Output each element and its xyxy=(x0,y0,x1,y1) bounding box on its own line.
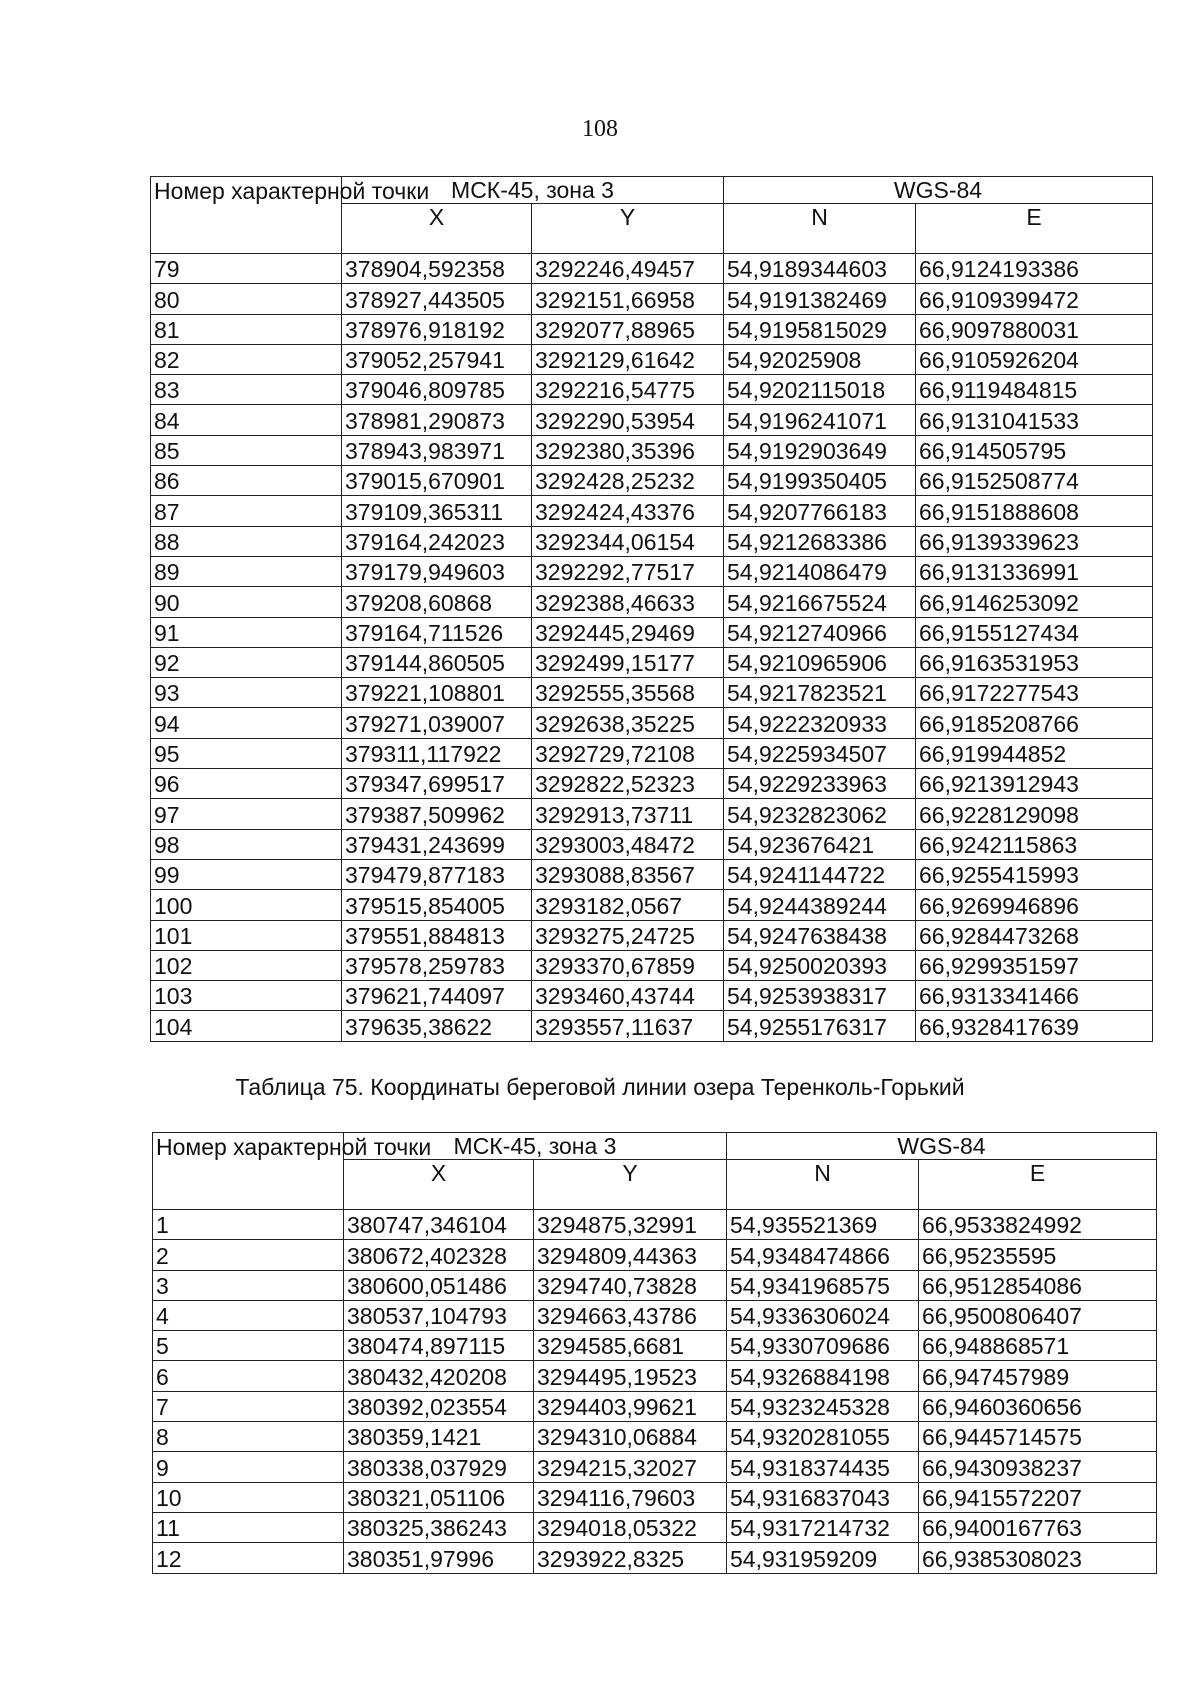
x-cell: 378943,983971 xyxy=(342,435,532,465)
x-cell: 379046,809785 xyxy=(342,375,532,405)
header-point-number: Номер характерной точки xyxy=(153,1133,344,1210)
n-cell: 54,9216675524 xyxy=(724,587,916,617)
table2-body xyxy=(153,1210,1157,1574)
e-cell: 66,9284473268 xyxy=(916,920,1153,950)
e-cell: 66,9512854086 xyxy=(919,1270,1157,1300)
y-cell: 3292290,53954 xyxy=(532,405,724,435)
y-cell: 3292822,52323 xyxy=(532,769,724,799)
y-cell: 3292388,46633 xyxy=(532,587,724,617)
n-cell: 54,9202115018 xyxy=(724,375,916,405)
n-cell: 54,935521369 xyxy=(727,1210,919,1240)
e-cell: 66,9155127434 xyxy=(916,617,1153,647)
x-cell: 379208,60868 xyxy=(342,587,532,617)
e-cell: 66,9097880031 xyxy=(916,314,1153,344)
y-cell: 3293088,83567 xyxy=(532,859,724,889)
point-number-cell: 1 xyxy=(153,1210,344,1240)
table-row xyxy=(153,1240,1157,1270)
table-row xyxy=(151,496,1153,526)
header-msk45: МСК-45, зона 3 xyxy=(342,177,724,204)
point-number-cell: 87 xyxy=(151,496,342,526)
y-cell: 3293182,0567 xyxy=(532,890,724,920)
table-row xyxy=(151,678,1153,708)
y-cell: 3294875,32991 xyxy=(534,1210,727,1240)
point-number-cell: 79 xyxy=(151,254,342,284)
table-caption: Таблица 75. Координаты береговой линии озера Теренколь-Горький xyxy=(235,1074,965,1100)
n-cell: 54,9330709686 xyxy=(727,1331,919,1361)
e-cell: 66,947457989 xyxy=(919,1361,1157,1391)
n-cell: 54,9341968575 xyxy=(727,1270,919,1300)
table-row xyxy=(151,284,1153,314)
x-cell: 380747,346104 xyxy=(344,1210,534,1240)
table-row xyxy=(153,1361,1157,1391)
point-number-cell: 96 xyxy=(151,769,342,799)
n-cell: 54,9229233963 xyxy=(724,769,916,799)
page-number: 108 xyxy=(582,116,618,142)
e-cell: 66,9124193386 xyxy=(916,254,1153,284)
point-number-cell: 99 xyxy=(151,859,342,889)
y-cell: 3294215,32027 xyxy=(534,1452,727,1482)
point-number-cell: 98 xyxy=(151,829,342,859)
table-row xyxy=(151,829,1153,859)
point-number-cell: 90 xyxy=(151,587,342,617)
y-cell: 3292151,66958 xyxy=(532,284,724,314)
x-cell: 379551,884813 xyxy=(342,920,532,950)
e-cell: 66,9430938237 xyxy=(919,1452,1157,1482)
x-cell: 378981,290873 xyxy=(342,405,532,435)
table-row xyxy=(151,466,1153,496)
y-cell: 3292638,35225 xyxy=(532,708,724,738)
table-row xyxy=(151,647,1153,677)
table-row xyxy=(151,981,1153,1011)
e-cell: 66,9313341466 xyxy=(916,981,1153,1011)
point-number-cell: 92 xyxy=(151,647,342,677)
x-cell: 379109,365311 xyxy=(342,496,532,526)
y-cell: 3294018,05322 xyxy=(534,1512,727,1542)
x-cell: 380474,897115 xyxy=(344,1331,534,1361)
e-cell: 66,9131336991 xyxy=(916,556,1153,586)
point-number-cell: 89 xyxy=(151,556,342,586)
point-number-cell: 4 xyxy=(153,1300,344,1330)
table-row xyxy=(151,708,1153,738)
e-cell: 66,9163531953 xyxy=(916,647,1153,677)
e-cell: 66,9533824992 xyxy=(919,1210,1157,1240)
e-cell: 66,9131041533 xyxy=(916,405,1153,435)
n-cell: 54,9241144722 xyxy=(724,859,916,889)
x-cell: 380432,420208 xyxy=(344,1361,534,1391)
y-cell: 3294663,43786 xyxy=(534,1300,727,1330)
n-cell: 54,9348474866 xyxy=(727,1240,919,1270)
table-row xyxy=(153,1543,1157,1573)
point-number-cell: 83 xyxy=(151,375,342,405)
point-number-cell: 12 xyxy=(153,1543,344,1573)
table-row xyxy=(153,1452,1157,1482)
table-row xyxy=(151,1011,1153,1041)
x-cell: 379635,38622 xyxy=(342,1011,532,1041)
point-number-cell: 88 xyxy=(151,526,342,556)
point-number-cell: 81 xyxy=(151,314,342,344)
x-cell: 380359,1421 xyxy=(344,1422,534,1452)
n-cell: 54,9247638438 xyxy=(724,920,916,950)
n-cell: 54,9189344603 xyxy=(724,254,916,284)
n-cell: 54,9199350405 xyxy=(724,466,916,496)
e-cell: 66,9109399472 xyxy=(916,284,1153,314)
table-row xyxy=(153,1331,1157,1361)
e-cell: 66,919944852 xyxy=(916,738,1153,768)
x-cell: 379179,949603 xyxy=(342,556,532,586)
table-row xyxy=(151,859,1153,889)
y-cell: 3294809,44363 xyxy=(534,1240,727,1270)
e-cell: 66,9460360656 xyxy=(919,1391,1157,1421)
y-cell: 3292445,29469 xyxy=(532,617,724,647)
table-row xyxy=(151,344,1153,374)
n-cell: 54,9316837043 xyxy=(727,1482,919,1512)
n-cell: 54,9210965906 xyxy=(724,647,916,677)
n-cell: 54,9222320933 xyxy=(724,708,916,738)
x-cell: 378976,918192 xyxy=(342,314,532,344)
n-cell: 54,92025908 xyxy=(724,344,916,374)
n-cell: 54,9217823521 xyxy=(724,678,916,708)
table-row xyxy=(151,556,1153,586)
point-number-cell: 3 xyxy=(153,1270,344,1300)
e-cell: 66,9385308023 xyxy=(919,1543,1157,1573)
point-number-cell: 94 xyxy=(151,708,342,738)
header-wgs84: WGS-84 xyxy=(724,177,1153,204)
x-cell: 379431,243699 xyxy=(342,829,532,859)
header-e: E xyxy=(919,1160,1157,1210)
n-cell: 54,9253938317 xyxy=(724,981,916,1011)
header-y: Y xyxy=(532,204,724,254)
y-cell: 3292216,54775 xyxy=(532,375,724,405)
y-cell: 3293922,8325 xyxy=(534,1543,727,1573)
y-cell: 3292424,43376 xyxy=(532,496,724,526)
n-cell: 54,9320281055 xyxy=(727,1422,919,1452)
table-row xyxy=(151,314,1153,344)
n-cell: 54,9244389244 xyxy=(724,890,916,920)
x-cell: 379271,039007 xyxy=(342,708,532,738)
point-number-cell: 11 xyxy=(153,1512,344,1542)
point-number-cell: 97 xyxy=(151,799,342,829)
x-cell: 379621,744097 xyxy=(342,981,532,1011)
e-cell: 66,9269946896 xyxy=(916,890,1153,920)
n-cell: 54,9192903649 xyxy=(724,435,916,465)
e-cell: 66,948868571 xyxy=(919,1331,1157,1361)
e-cell: 66,9213912943 xyxy=(916,769,1153,799)
table-row xyxy=(151,950,1153,980)
x-cell: 379515,854005 xyxy=(342,890,532,920)
x-cell: 378927,443505 xyxy=(342,284,532,314)
header-x: X xyxy=(344,1160,534,1210)
x-cell: 379164,711526 xyxy=(342,617,532,647)
x-cell: 379144,860505 xyxy=(342,647,532,677)
x-cell: 380351,97996 xyxy=(344,1543,534,1573)
e-cell: 66,9500806407 xyxy=(919,1300,1157,1330)
x-cell: 379015,670901 xyxy=(342,466,532,496)
x-cell: 380321,051106 xyxy=(344,1482,534,1512)
e-cell: 66,9151888608 xyxy=(916,496,1153,526)
x-cell: 379311,117922 xyxy=(342,738,532,768)
e-cell: 66,95235595 xyxy=(919,1240,1157,1270)
table-row xyxy=(151,799,1153,829)
y-cell: 3293003,48472 xyxy=(532,829,724,859)
e-cell: 66,9185208766 xyxy=(916,708,1153,738)
table-row xyxy=(151,405,1153,435)
header-msk45: МСК-45, зона 3 xyxy=(344,1133,727,1160)
n-cell: 54,9318374435 xyxy=(727,1452,919,1482)
table-row xyxy=(151,920,1153,950)
x-cell: 379387,509962 xyxy=(342,799,532,829)
n-cell: 54,9250020393 xyxy=(724,950,916,980)
point-number-cell: 84 xyxy=(151,405,342,435)
x-cell: 380392,023554 xyxy=(344,1391,534,1421)
y-cell: 3293557,11637 xyxy=(532,1011,724,1041)
point-number-cell: 86 xyxy=(151,466,342,496)
n-cell: 54,923676421 xyxy=(724,829,916,859)
y-cell: 3294585,6681 xyxy=(534,1331,727,1361)
y-cell: 3294116,79603 xyxy=(534,1482,727,1512)
y-cell: 3292499,15177 xyxy=(532,647,724,677)
n-cell: 54,9207766183 xyxy=(724,496,916,526)
table-row xyxy=(153,1210,1157,1240)
n-cell: 54,9336306024 xyxy=(727,1300,919,1330)
n-cell: 54,931959209 xyxy=(727,1543,919,1573)
point-number-cell: 6 xyxy=(153,1361,344,1391)
point-number-cell: 101 xyxy=(151,920,342,950)
y-cell: 3292129,61642 xyxy=(532,344,724,374)
n-cell: 54,9323245328 xyxy=(727,1391,919,1421)
e-cell: 66,9328417639 xyxy=(916,1011,1153,1041)
x-cell: 379578,259783 xyxy=(342,950,532,980)
e-cell: 66,9228129098 xyxy=(916,799,1153,829)
table-row xyxy=(151,890,1153,920)
y-cell: 3292246,49457 xyxy=(532,254,724,284)
e-cell: 66,9119484815 xyxy=(916,375,1153,405)
e-cell: 66,9255415993 xyxy=(916,859,1153,889)
x-cell: 380338,037929 xyxy=(344,1452,534,1482)
x-cell: 379052,257941 xyxy=(342,344,532,374)
point-number-cell: 103 xyxy=(151,981,342,1011)
point-number-cell: 104 xyxy=(151,1011,342,1041)
n-cell: 54,9326884198 xyxy=(727,1361,919,1391)
y-cell: 3292555,35568 xyxy=(532,678,724,708)
table-row xyxy=(151,738,1153,768)
point-number-cell: 91 xyxy=(151,617,342,647)
point-number-cell: 8 xyxy=(153,1422,344,1452)
y-cell: 3294310,06884 xyxy=(534,1422,727,1452)
x-cell: 379221,108801 xyxy=(342,678,532,708)
header-x: X xyxy=(342,204,532,254)
table-row xyxy=(153,1270,1157,1300)
table-row xyxy=(153,1482,1157,1512)
point-number-cell: 2 xyxy=(153,1240,344,1270)
point-number-cell: 100 xyxy=(151,890,342,920)
table-row xyxy=(153,1422,1157,1452)
e-cell: 66,9152508774 xyxy=(916,466,1153,496)
n-cell: 54,9317214732 xyxy=(727,1512,919,1542)
n-cell: 54,9214086479 xyxy=(724,556,916,586)
x-cell: 380672,402328 xyxy=(344,1240,534,1270)
coordinates-table-2 xyxy=(152,1132,1157,1574)
y-cell: 3294740,73828 xyxy=(534,1270,727,1300)
y-cell: 3292913,73711 xyxy=(532,799,724,829)
table1-body xyxy=(151,254,1153,1042)
e-cell: 66,9105926204 xyxy=(916,344,1153,374)
n-cell: 54,9225934507 xyxy=(724,738,916,768)
table-row xyxy=(153,1391,1157,1421)
point-number-cell: 102 xyxy=(151,950,342,980)
header-e: E xyxy=(916,204,1153,254)
n-cell: 54,9255176317 xyxy=(724,1011,916,1041)
e-cell: 66,9400167763 xyxy=(919,1512,1157,1542)
e-cell: 66,9146253092 xyxy=(916,587,1153,617)
n-cell: 54,9212740966 xyxy=(724,617,916,647)
x-cell: 378904,592358 xyxy=(342,254,532,284)
point-number-cell: 10 xyxy=(153,1482,344,1512)
e-cell: 66,9242115863 xyxy=(916,829,1153,859)
table-row xyxy=(151,587,1153,617)
e-cell: 66,914505795 xyxy=(916,435,1153,465)
coordinates-table-1 xyxy=(150,176,1153,1042)
table-row xyxy=(153,1300,1157,1330)
e-cell: 66,9415572207 xyxy=(919,1482,1157,1512)
table-row xyxy=(151,375,1153,405)
y-cell: 3293460,43744 xyxy=(532,981,724,1011)
x-cell: 379479,877183 xyxy=(342,859,532,889)
point-number-cell: 5 xyxy=(153,1331,344,1361)
point-number-cell: 85 xyxy=(151,435,342,465)
e-cell: 66,9139339623 xyxy=(916,526,1153,556)
y-cell: 3292077,88965 xyxy=(532,314,724,344)
e-cell: 66,9172277543 xyxy=(916,678,1153,708)
e-cell: 66,9445714575 xyxy=(919,1422,1157,1452)
table-row xyxy=(151,769,1153,799)
n-cell: 54,9212683386 xyxy=(724,526,916,556)
x-cell: 379164,242023 xyxy=(342,526,532,556)
x-cell: 380600,051486 xyxy=(344,1270,534,1300)
y-cell: 3292729,72108 xyxy=(532,738,724,768)
header-n: N xyxy=(724,204,916,254)
x-cell: 380537,104793 xyxy=(344,1300,534,1330)
table-row xyxy=(151,617,1153,647)
table-row xyxy=(151,254,1153,284)
y-cell: 3293275,24725 xyxy=(532,920,724,950)
header-wgs84: WGS-84 xyxy=(727,1133,1157,1160)
x-cell: 380325,386243 xyxy=(344,1512,534,1542)
table-row xyxy=(151,435,1153,465)
table-row xyxy=(153,1512,1157,1542)
e-cell: 66,9299351597 xyxy=(916,950,1153,980)
header-n: N xyxy=(727,1160,919,1210)
header-y: Y xyxy=(534,1160,727,1210)
point-number-cell: 7 xyxy=(153,1391,344,1421)
point-number-cell: 80 xyxy=(151,284,342,314)
table-row xyxy=(151,526,1153,556)
y-cell: 3292380,35396 xyxy=(532,435,724,465)
y-cell: 3292344,06154 xyxy=(532,526,724,556)
x-cell: 379347,699517 xyxy=(342,769,532,799)
header-point-number: Номер характерной точки xyxy=(151,177,342,254)
n-cell: 54,9232823062 xyxy=(724,799,916,829)
y-cell: 3294403,99621 xyxy=(534,1391,727,1421)
point-number-cell: 93 xyxy=(151,678,342,708)
point-number-cell: 95 xyxy=(151,738,342,768)
n-cell: 54,9191382469 xyxy=(724,284,916,314)
y-cell: 3294495,19523 xyxy=(534,1361,727,1391)
y-cell: 3293370,67859 xyxy=(532,950,724,980)
n-cell: 54,9195815029 xyxy=(724,314,916,344)
point-number-cell: 9 xyxy=(153,1452,344,1482)
n-cell: 54,9196241071 xyxy=(724,405,916,435)
y-cell: 3292428,25232 xyxy=(532,466,724,496)
y-cell: 3292292,77517 xyxy=(532,556,724,586)
point-number-cell: 82 xyxy=(151,344,342,374)
